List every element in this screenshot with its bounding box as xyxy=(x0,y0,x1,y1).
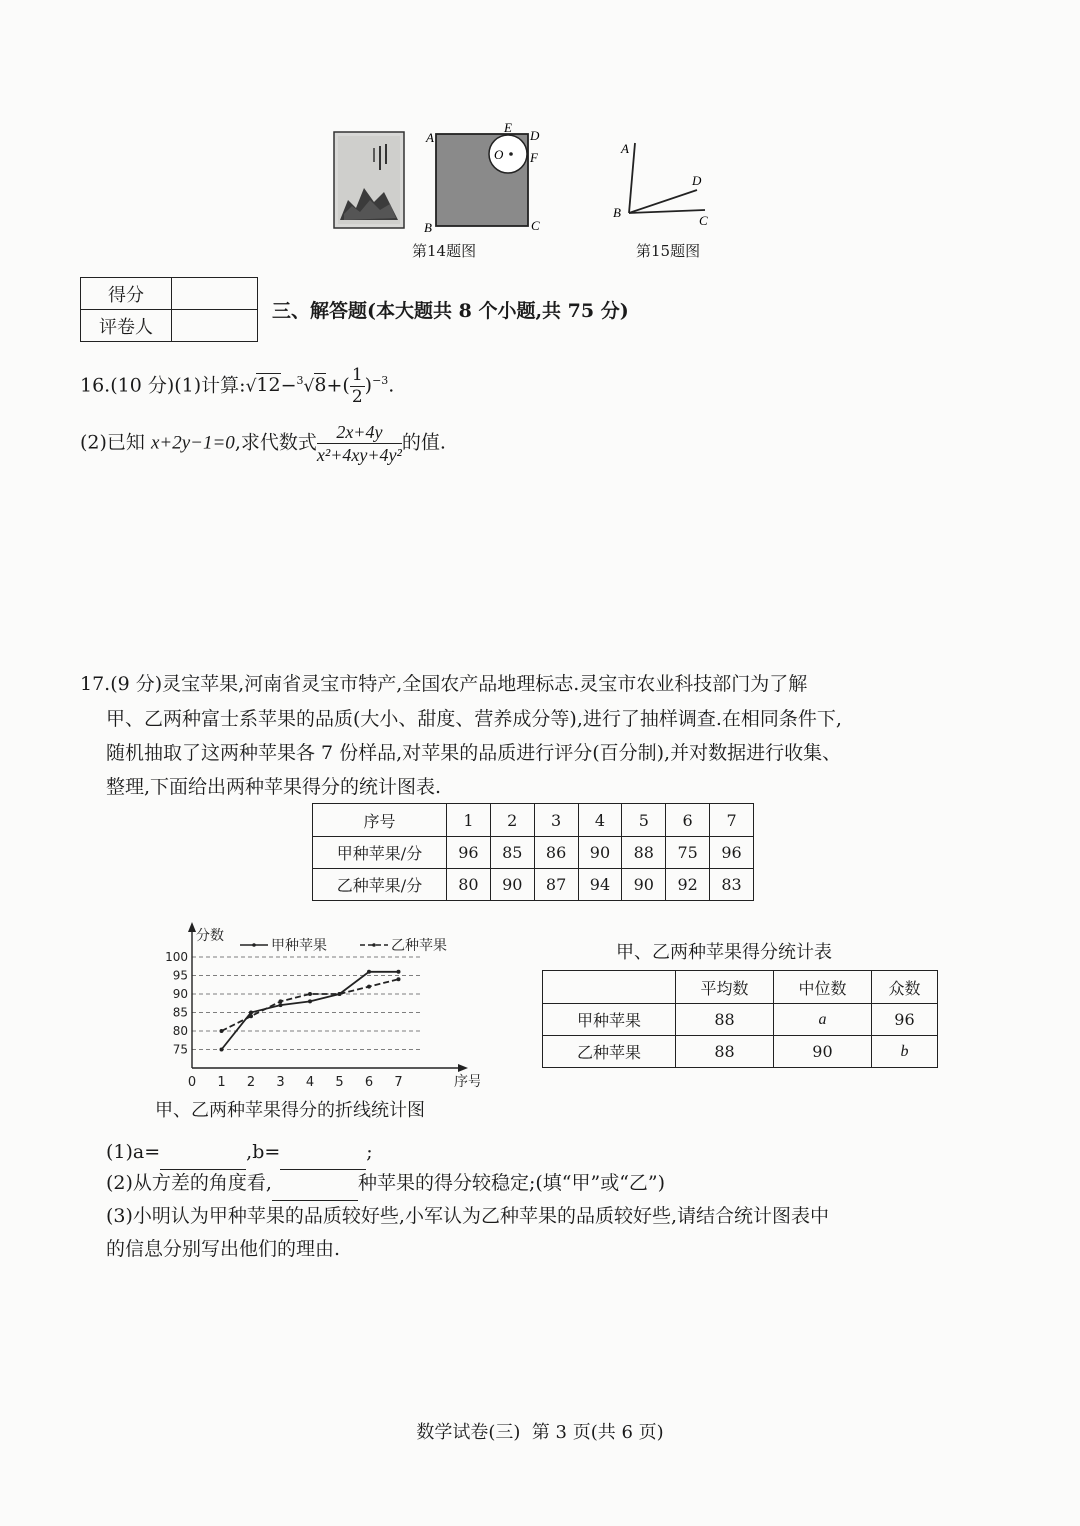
score-value-field[interactable] xyxy=(172,278,258,310)
figure-15 xyxy=(605,135,725,235)
table-header-row xyxy=(543,971,938,1004)
q17-sub2 xyxy=(106,1167,665,1201)
table-cell: 92 xyxy=(666,869,710,901)
stats-table xyxy=(542,970,938,1068)
sub2-suffix: 种苹果的得分较稳定;(填“甲”或“乙”) xyxy=(357,1172,666,1194)
q17-sub3-line1: (3)小明认为甲种苹果的品质较好些,小军认为乙种苹果的品质较好些,请结合统计图表中 xyxy=(106,1205,829,1227)
figure-14 xyxy=(330,122,560,240)
table-cell: 96 xyxy=(447,837,491,869)
x-tick-label: 3 xyxy=(276,1075,285,1090)
sub1-b-label: ,b= xyxy=(246,1141,281,1163)
data-point xyxy=(397,977,401,981)
y-tick-label: 90 xyxy=(172,987,188,1001)
grader-value-field[interactable] xyxy=(172,310,258,342)
x-tick-label: 1 xyxy=(217,1075,226,1090)
table-cell: 75 xyxy=(666,837,710,869)
table-cell: 96 xyxy=(710,837,754,869)
table-cell: 88 xyxy=(676,1036,774,1068)
y-tick-label: 75 xyxy=(172,1042,188,1057)
legend-label: 甲种苹果 xyxy=(271,938,327,954)
svg-text:D: D xyxy=(530,128,540,143)
answer-variance-blank[interactable] xyxy=(272,1167,358,1201)
data-point xyxy=(279,999,283,1003)
legend-marker xyxy=(372,943,376,947)
svg-text:B: B xyxy=(424,220,432,235)
svg-text:D: D xyxy=(692,173,702,188)
apple-score-table xyxy=(312,803,754,901)
table-cell: 94 xyxy=(578,869,622,901)
svg-text:B: B xyxy=(613,205,621,220)
q16-part1: 16.(10 分)(1)计算:√12−$^3$√8+( $\frac{1}{2}$ )$^{-3}$. xyxy=(80,364,395,407)
svg-text:A: A xyxy=(426,130,434,145)
table-cell: 乙种苹果/分 xyxy=(313,869,447,901)
score-label: 得分 xyxy=(81,278,172,310)
q16-cbrt-index: 3 xyxy=(296,374,304,387)
table-header-cell: 1 xyxy=(447,804,491,837)
table-header-row xyxy=(313,804,754,837)
table-header-cell: 7 xyxy=(710,804,754,837)
line-chart-svg xyxy=(160,920,480,1090)
table-cell: 87 xyxy=(534,869,578,901)
data-point xyxy=(308,992,312,996)
table-cell: 乙种苹果 xyxy=(543,1036,676,1068)
legend-label: 乙种苹果 xyxy=(391,938,447,954)
q16-part2-suffix: 的值. xyxy=(401,431,446,454)
q16-sqrt12: 12 xyxy=(256,374,281,397)
figure-14-caption: 第14题图 xyxy=(412,242,477,260)
table-cell: 90 xyxy=(622,869,666,901)
x-tick-label: 7 xyxy=(394,1075,403,1090)
q16-exponent: −3 xyxy=(372,374,389,387)
x-tick-label: 6 xyxy=(364,1075,374,1090)
y-axis-label: 分数 xyxy=(196,928,224,944)
x-tick-label: 4 xyxy=(305,1075,315,1090)
table-cell: 86 xyxy=(534,837,578,869)
table-cell: b xyxy=(871,1036,937,1068)
table-cell: a xyxy=(773,1004,871,1036)
legend-marker xyxy=(252,943,256,947)
page-footer: 数学试卷(三) 第 3 页(共 6 页) xyxy=(416,1422,664,1443)
x-axis-arrow xyxy=(458,1064,468,1072)
figure-14-diagram xyxy=(330,122,560,240)
y-tick-label: 85 xyxy=(172,1005,188,1020)
data-point xyxy=(279,1003,283,1007)
q17-sub1 xyxy=(106,1136,373,1170)
y-tick-label: 80 xyxy=(172,1024,188,1038)
q16-part1-prefix: 16.(10 分)(1)计算: xyxy=(80,374,246,397)
svg-text:A: A xyxy=(621,141,629,156)
table-header-cell: 4 xyxy=(578,804,622,837)
q16-part2 xyxy=(80,423,446,464)
table-header-cell: 平均数 xyxy=(676,971,774,1004)
q16-equation: x+2y−1=0 xyxy=(150,432,235,454)
q16-fraction-num: 2x+4y xyxy=(317,423,402,444)
q16-fraction-den: x²+4xy+4y² xyxy=(316,445,402,465)
q16-part2-mid: ,求代数式 xyxy=(234,431,317,454)
table-cell: 90 xyxy=(578,837,622,869)
table-row xyxy=(543,1036,938,1068)
table-cell: 96 xyxy=(871,1004,937,1036)
data-point xyxy=(220,1048,224,1052)
table-cell: 甲种苹果 xyxy=(543,1004,676,1036)
table-header-cell: 6 xyxy=(666,804,710,837)
q16-cbrt8: 8 xyxy=(314,374,327,397)
table-header-cell: 5 xyxy=(622,804,666,837)
series-line-1 xyxy=(222,972,399,1050)
table-header-cell: 众数 xyxy=(871,971,937,1004)
x-axis-label: 序号 xyxy=(454,1074,480,1090)
table-cell: 88 xyxy=(622,837,666,869)
table-cell: 83 xyxy=(710,869,754,901)
table-row xyxy=(313,869,754,901)
table-cell: 90 xyxy=(490,869,534,901)
svg-text:C: C xyxy=(699,213,708,228)
data-point xyxy=(338,992,342,996)
sub2-prefix: (2)从方差的角度看, xyxy=(106,1172,272,1194)
q17-line-4: 整理,下面给出两种苹果得分的统计图表. xyxy=(106,776,442,798)
sub1-a-label: (1)a= xyxy=(106,1141,161,1163)
data-point xyxy=(220,1029,224,1033)
y-axis-arrow xyxy=(188,922,196,932)
sub1-end: ; xyxy=(366,1141,373,1163)
table-cell: 90 xyxy=(773,1036,871,1068)
table-header-cell: 序号 xyxy=(313,804,447,837)
x-tick-label: 5 xyxy=(335,1075,344,1090)
svg-text:O: O xyxy=(494,147,504,162)
data-point xyxy=(367,970,371,974)
figure-15-caption: 第15题图 xyxy=(636,242,701,260)
data-point xyxy=(249,1011,253,1015)
y-tick-label: 100 xyxy=(165,950,188,964)
answer-b-blank[interactable] xyxy=(280,1136,366,1170)
table-cell: 88 xyxy=(676,1004,774,1036)
y-tick-label: 95 xyxy=(172,968,188,983)
table-header-cell: 3 xyxy=(534,804,578,837)
data-point xyxy=(308,999,312,1003)
q16-part2-prefix: (2)已知 xyxy=(80,431,145,454)
q16-half-den: 2 xyxy=(351,386,363,407)
q17-line-1: 17.(9 分)灵宝苹果,河南省灵宝市特产,全国农产品地理标志.灵宝市农业科技部门为了解 xyxy=(80,673,808,695)
chart-caption: 甲、乙两种苹果得分的折线统计图 xyxy=(155,1100,425,1121)
data-point xyxy=(367,985,371,989)
table-row xyxy=(543,1004,938,1036)
x-tick-label: 2 xyxy=(246,1075,256,1090)
x-tick-label: 0 xyxy=(187,1075,197,1090)
table-header-cell: 2 xyxy=(490,804,534,837)
line-chart xyxy=(160,920,480,1090)
answer-a-blank[interactable] xyxy=(160,1136,246,1170)
figure-15-diagram xyxy=(605,135,725,235)
table-row xyxy=(313,837,754,869)
table-cell: 甲种苹果/分 xyxy=(313,837,447,869)
score-box xyxy=(80,277,258,342)
table-cell: 80 xyxy=(447,869,491,901)
table-cell: 85 xyxy=(490,837,534,869)
table-header-cell: 中位数 xyxy=(773,971,871,1004)
section-title: 三、解答题(本大题共 8 个小题,共 75 分) xyxy=(272,300,629,322)
q17-sub3-line2: 的信息分别写出他们的理由. xyxy=(106,1238,341,1260)
stats-table-title: 甲、乙两种苹果得分统计表 xyxy=(616,942,832,963)
svg-text:F: F xyxy=(530,150,538,165)
data-point xyxy=(249,1014,253,1018)
table-header-cell xyxy=(543,971,676,1004)
q16-half-num: 1 xyxy=(351,364,363,385)
svg-text:C: C xyxy=(531,218,540,233)
grader-label: 评卷人 xyxy=(81,310,172,342)
data-point xyxy=(397,970,401,974)
series-line-2 xyxy=(222,979,399,1031)
q17-line-3: 随机抽取了这两种苹果各 7 份样品,对苹果的品质进行评分(百分制),并对数据进行收集、 xyxy=(106,742,842,764)
svg-text:E: E xyxy=(504,122,512,135)
q17-line-2: 甲、乙两种富士系苹果的品质(大小、甜度、营养成分等),进行了抽样调查.在相同条件下, xyxy=(106,708,842,730)
